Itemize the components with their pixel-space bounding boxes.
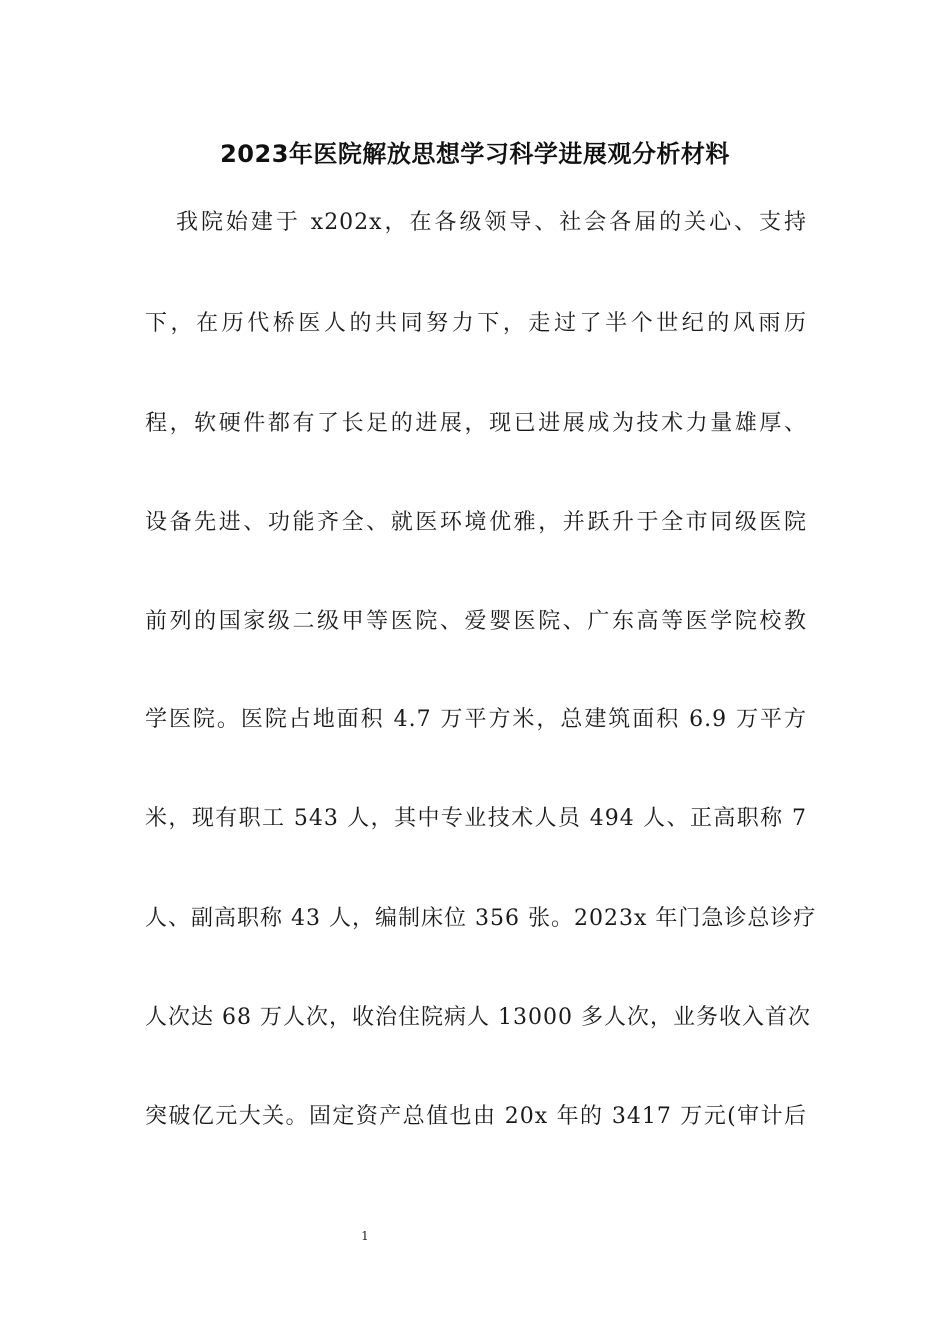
paragraph-line-3: 程，软硬件都有了长足的进展，现已进展成为技术力量雄厚、 (145, 411, 807, 436)
page-number: 1 (361, 1229, 369, 1243)
paragraph-line-4: 设备先进、功能齐全、就医环境优雅，并跃升于全市同级医院 (145, 510, 807, 535)
document-title: 2023年医院解放思想学习科学进展观分析材料 (220, 140, 730, 168)
paragraph-line-7: 米，现有职工 543 人，其中专业技术人员 494 人、正高职称 7 (145, 806, 807, 831)
paragraph-line-10: 突破亿元大关。固定资产总值也由 20x 年的 3417 万元(审计后 (145, 1104, 807, 1129)
paragraph-line-2: 下，在历代桥医人的共同努力下，走过了半个世纪的风雨历 (145, 311, 807, 336)
paragraph-line-9: 人次达 68 万人次，收治住院病人 13000 多人次，业务收入首次 (145, 1005, 811, 1030)
paragraph-line-8: 人、副高职称 43 人，编制床位 356 张。2023x 年门急诊总诊疗 (145, 906, 817, 931)
paragraph-line-6: 学医院。医院占地面积 4.7 万平方米，总建筑面积 6.9 万平方 (145, 707, 807, 732)
paragraph-line-1: 我院始建于 x202x，在各级领导、社会各届的关心、支持 (176, 210, 807, 235)
paragraph-line-5: 前列的国家级二级甲等医院、爱婴医院、广东高等医学院校教 (145, 609, 807, 634)
